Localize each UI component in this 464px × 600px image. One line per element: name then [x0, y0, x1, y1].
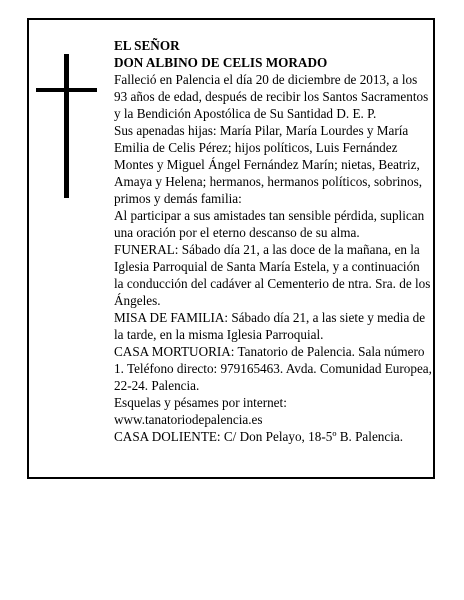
online-condolences-label: Esquelas y pésames por internet:: [114, 395, 287, 410]
cross-vertical-bar: [64, 54, 69, 198]
funeral-home-details: CASA MORTUORIA: Tanatorio de Palencia. Sala número 1. Teléfono directo: 979165463. Avda. Comunidad Europea, 22-24. Palencia.: [114, 344, 432, 393]
prayer-request: Al participar a sus amistades tan sensible pérdida, suplican una oración por el eterno descanso de su alma.: [114, 208, 425, 240]
family-mourners: Sus apenadas hijas: María Pilar, María Lourdes y María Emilia de Celis Pérez; hijos políticos, Luis Fernández Montes y Miguel Ángel Fernández Marín; nietas, Beatriz, Amaya y Helena; hermanos, hermanos políticos, sobrinos, primos y demás familia:: [114, 123, 423, 206]
family-mass-details: MISA DE FAMILIA: Sábado día 21, a las siete y media de la tarde, en la misma Iglesia Parroquial.: [114, 310, 426, 342]
cross-horizontal-bar: [36, 88, 97, 92]
funeral-details: FUNERAL: Sábado día 21, a las doce de la mañana, en la Iglesia Parroquial de Santa María Estela, y a continuación la conducción del cadáver al Cementerio de ntra. Sra. de los Ángeles.: [114, 242, 431, 308]
family-home-address: CASA DOLIENTE: C/ Don Pelayo, 18-5º B. Palencia.: [114, 429, 404, 444]
obituary-text: [114, 37, 432, 445]
deceased-name: DON ALBINO DE CELIS MORADO: [114, 55, 328, 70]
obituary-title: EL SEÑOR: [114, 38, 180, 53]
death-announcement: Falleció en Palencia el día 20 de diciembre de 2013, a los 93 años de edad, después de recibir los Santos Sacramentos y la Bendición Apostólica de Su Santidad D. E. P.: [114, 72, 429, 121]
condolences-website-link[interactable]: www.tanatoriodepalencia.es: [114, 412, 263, 427]
